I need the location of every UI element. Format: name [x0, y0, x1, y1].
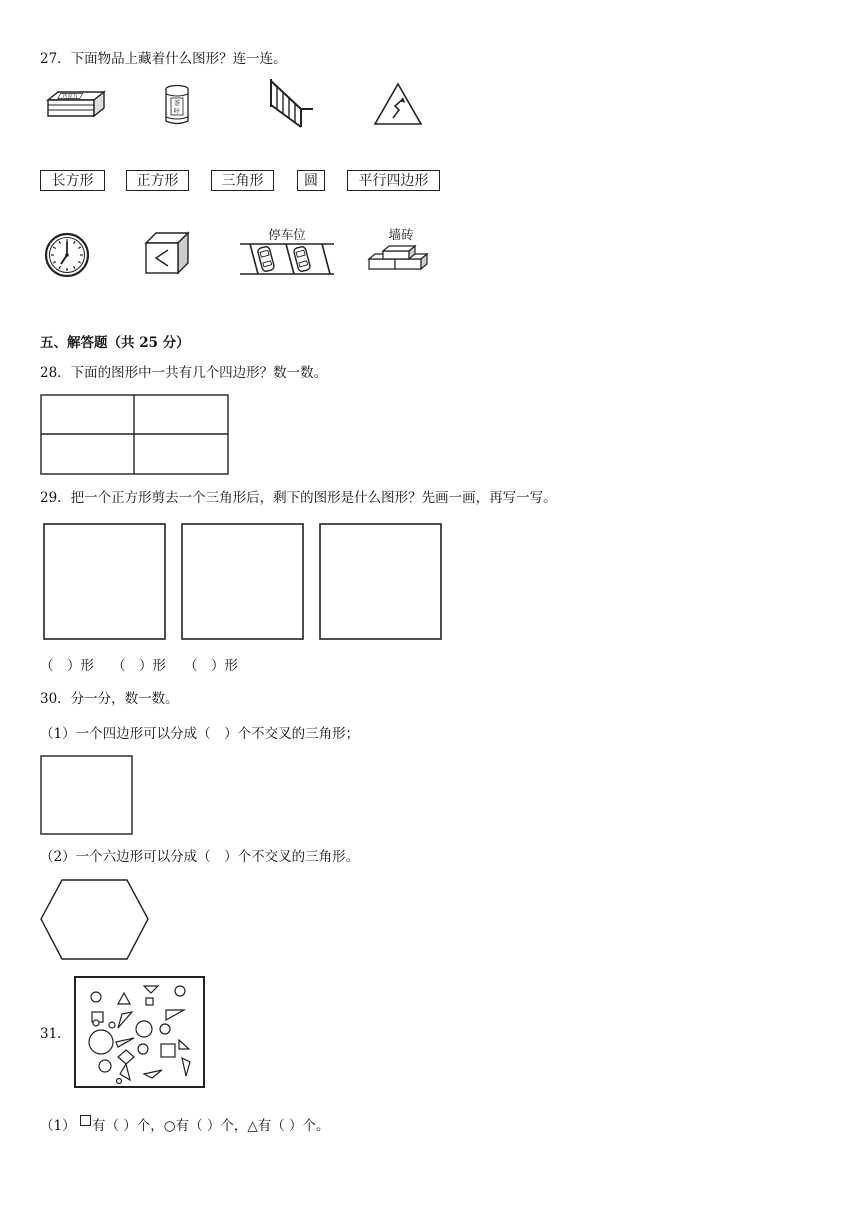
cube-image — [144, 231, 190, 275]
small-square-icon — [80, 1115, 91, 1126]
brick-wall-image — [365, 243, 435, 273]
warning-sign-image — [373, 82, 423, 127]
q28-title: 28．下面的图形中一共有几个四边形？数一数。 — [40, 365, 328, 381]
q29-answer-3: （ ）形 — [184, 658, 238, 674]
tea-char-2: 叶 — [173, 107, 181, 115]
parking-image — [240, 241, 334, 277]
book-label: 巧克力 — [62, 94, 78, 100]
tea-can-image — [163, 84, 191, 126]
label-circle: 圆 — [297, 170, 325, 191]
q30-title: 30．分一分，数一数。 — [40, 691, 179, 707]
q29-answer-2: （ ）形 — [112, 658, 166, 674]
q30-part2: （2）一个六边形可以分成（ ）个不交叉的三角形。 — [40, 849, 360, 865]
section-5-title: 五、解答题（共 25 分） — [40, 335, 190, 351]
tea-char-1: 茶 — [173, 99, 181, 107]
q31-number: 31． — [40, 1026, 71, 1042]
q27-title: 27．下面物品上藏着什么图形？连一连。 — [40, 51, 287, 67]
label-triangle: 三角形 — [211, 170, 274, 191]
clock-image — [44, 232, 90, 278]
q31-part1-text: 有（ ）个，○有（ ）个，△有（ ）个。 — [92, 1118, 330, 1134]
book-image — [46, 86, 106, 122]
q28-grid-figure — [40, 394, 230, 476]
label-square: 正方形 — [126, 170, 189, 191]
q29-square-1 — [43, 523, 167, 641]
label-parallelogram: 平行四边形 — [347, 170, 440, 191]
parking-caption: 停车位 — [268, 227, 306, 242]
q30-quadrilateral-figure — [40, 755, 134, 837]
q30-part1: （1）一个四边形可以分成（ ）个不交叉的三角形； — [40, 726, 360, 742]
q29-square-3 — [319, 523, 443, 641]
q29-answer-1: （ ）形 — [40, 658, 94, 674]
q29-square-2 — [181, 523, 305, 641]
q29-title: 29．把一个正方形剪去一个三角形后，剩下的图形是什么图形？先画一画，再写一写。 — [40, 490, 557, 506]
q31-part1-prefix: （1） — [40, 1118, 76, 1134]
brick-caption: 墙砖 — [388, 227, 414, 242]
railing-image — [267, 77, 315, 129]
label-rectangle: 长方形 — [40, 170, 105, 191]
q31-shapes-figure — [74, 976, 206, 1089]
q30-hexagon-figure — [40, 878, 150, 962]
